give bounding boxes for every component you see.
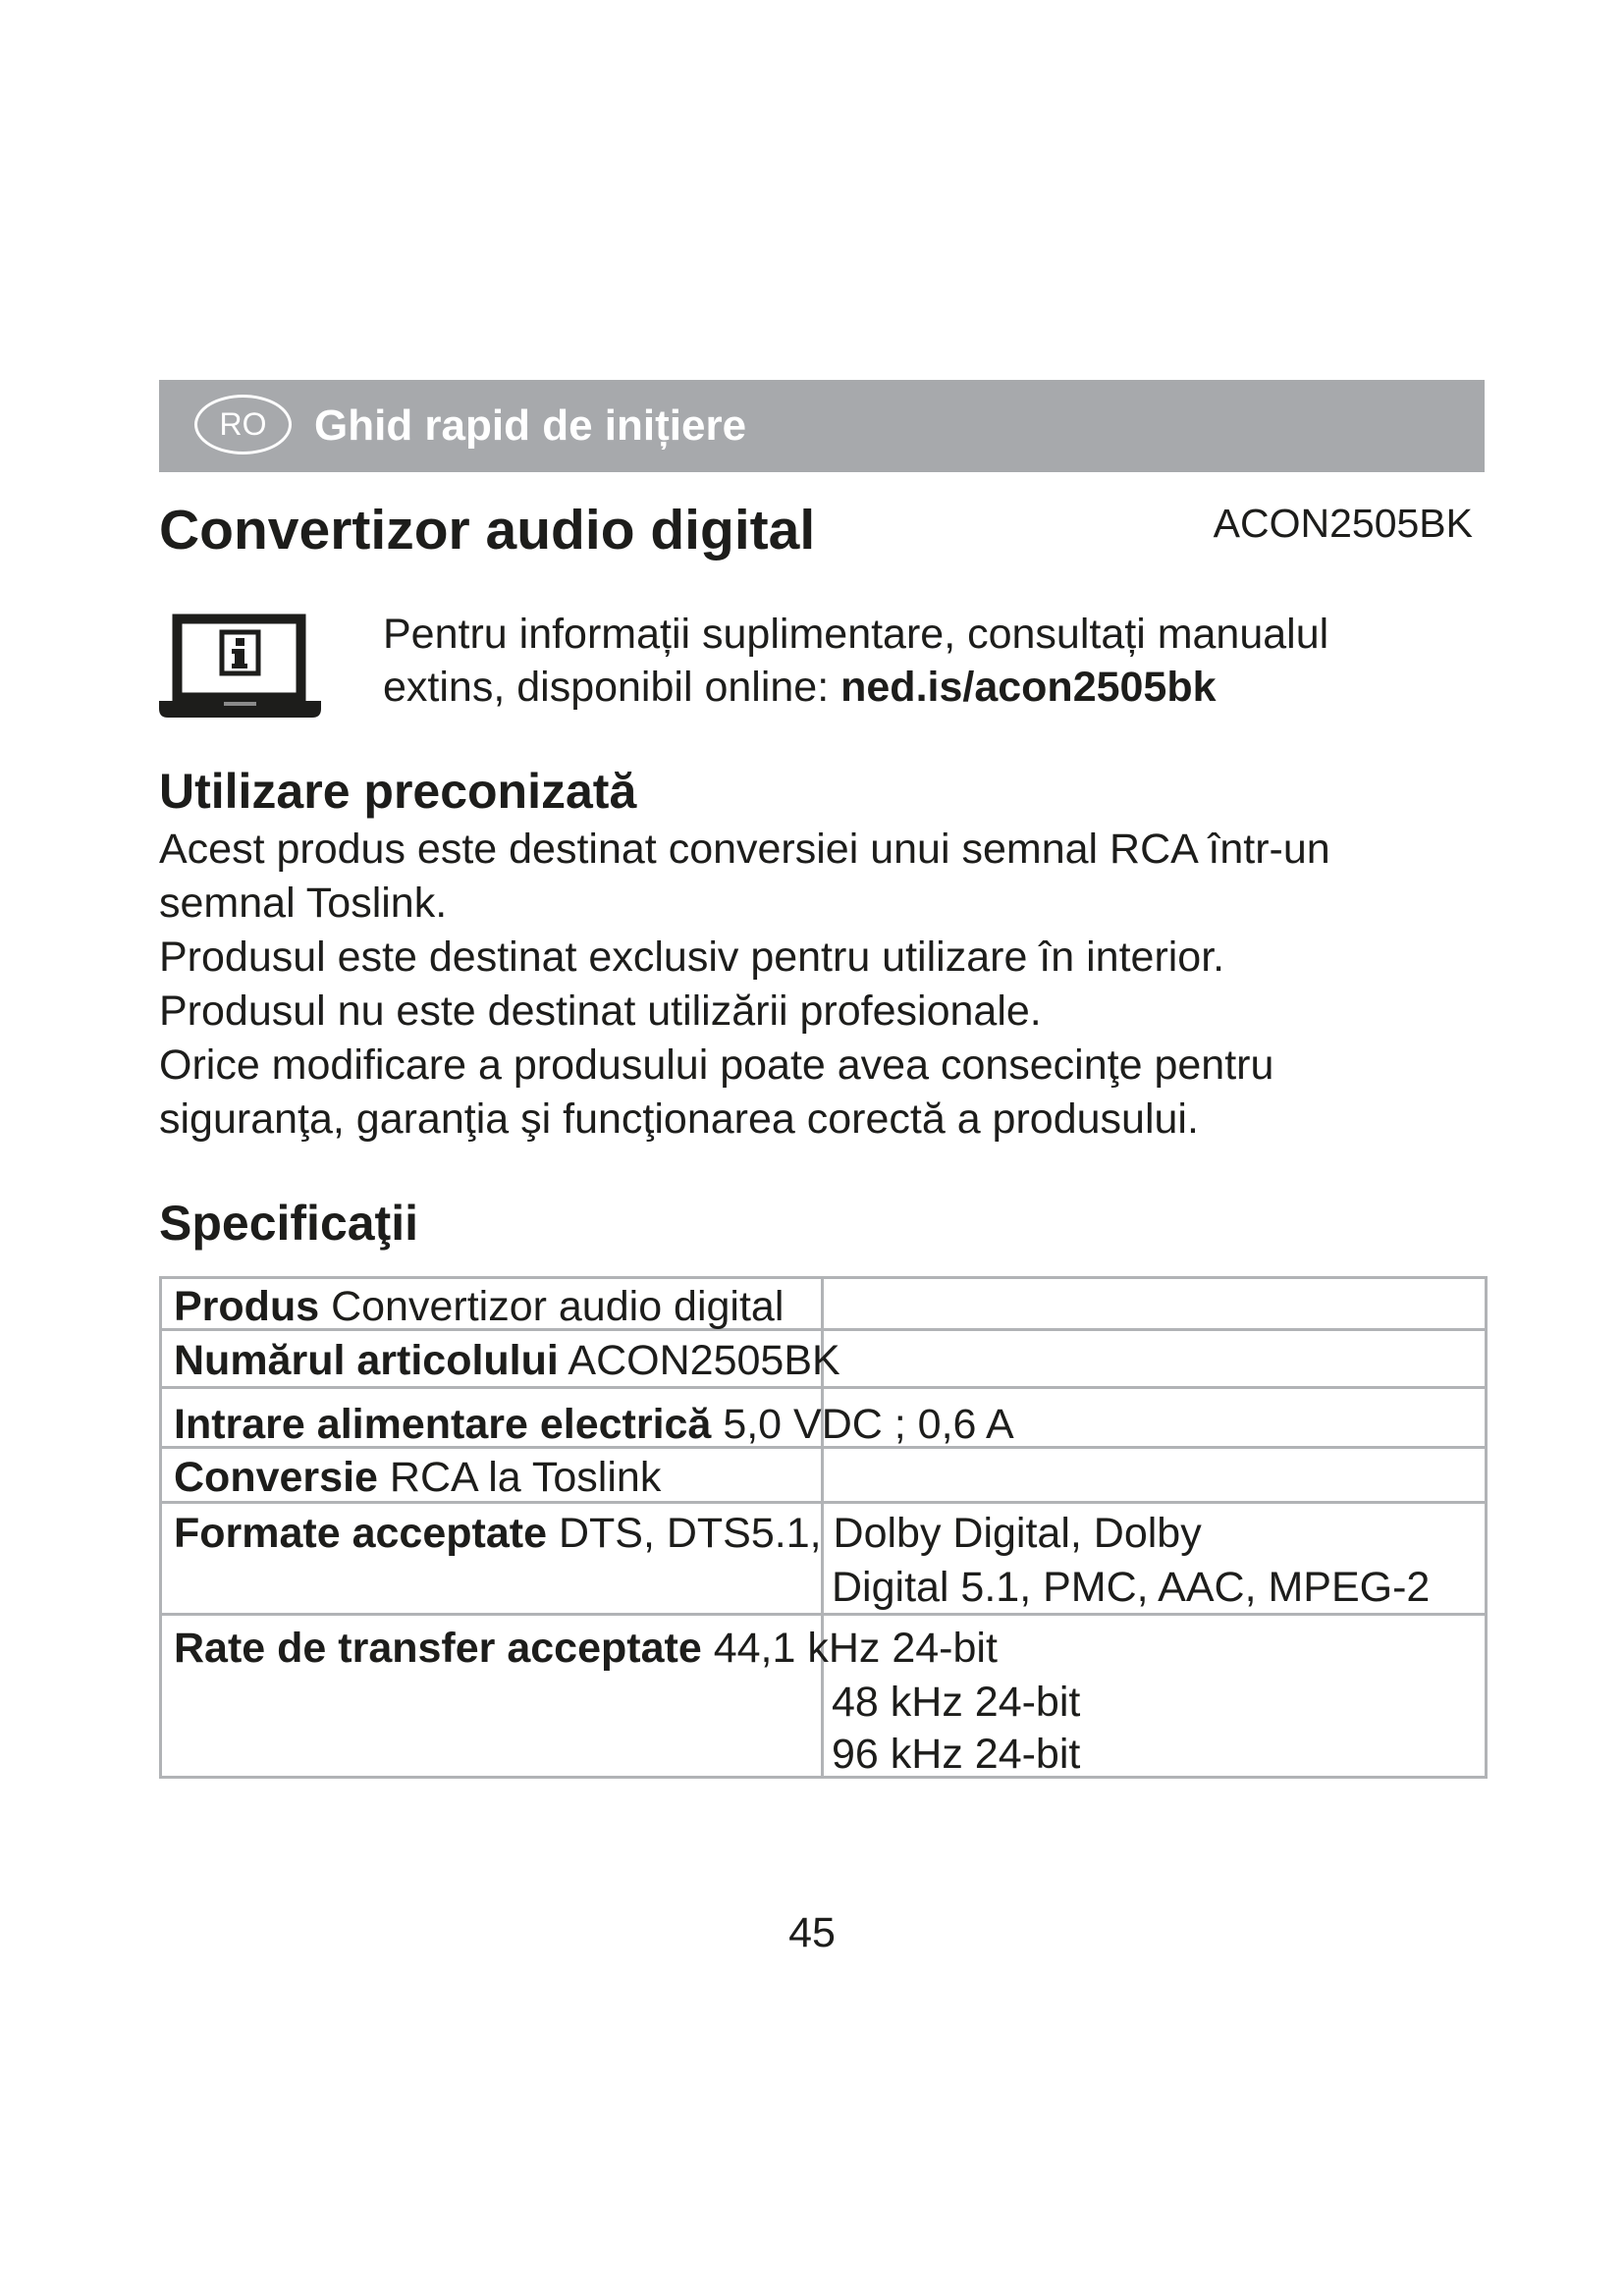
intended-use-line: Acest produs este destinat conversiei unui semnal RCA într-un <box>159 826 1330 873</box>
spec-value: 44,1 kHz 24-bit <box>713 1625 998 1672</box>
spec-row <box>174 1451 661 1504</box>
specifications-heading: Specificaţii <box>159 1196 418 1251</box>
spec-value: Convertizor audio digital <box>331 1283 785 1330</box>
info-text-line-1: Pentru informații suplimentare, consultați manualul <box>383 611 1329 658</box>
product-title: Convertizor audio digital <box>159 499 816 561</box>
spec-value: RCA la Toslink <box>389 1454 662 1501</box>
spec-label: Intrare alimentare electrică <box>174 1401 712 1448</box>
spec-value-continuation: 48 kHz 24-bit <box>832 1679 1081 1726</box>
spec-row <box>174 1507 1202 1560</box>
info-dot <box>236 638 244 646</box>
spec-label: Produs <box>174 1283 320 1330</box>
laptop-info-icon <box>159 611 321 719</box>
spec-row <box>174 1280 784 1333</box>
spec-value: DTS, DTS5.1, Dolby Digital, Dolby <box>558 1510 1202 1557</box>
model-number: ACON2505BK <box>1213 501 1473 546</box>
spec-label: Numărul articolului <box>174 1337 559 1384</box>
spec-value-continuation: Digital 5.1, PMC, AAC, MPEG-2 <box>832 1564 1431 1611</box>
intended-use-line: Orice modificare a produsului poate avea consecinţe pentru <box>159 1041 1274 1089</box>
intended-use-line: siguranţa, garanţia şi funcţionarea corectă a produsului. <box>159 1095 1199 1143</box>
info-text-prefix: extins, disponibil online: <box>383 664 830 711</box>
spec-value: ACON2505BK <box>568 1337 840 1384</box>
spec-value-continuation: 96 kHz 24-bit <box>832 1731 1081 1778</box>
spec-label: Formate acceptate <box>174 1510 547 1557</box>
spec-row <box>174 1398 1014 1451</box>
info-text-line-2 <box>383 661 1217 714</box>
language-badge: RO <box>194 395 292 454</box>
laptop-notch <box>224 702 256 706</box>
spec-row <box>174 1334 840 1387</box>
spec-value: 5,0 VDC ; 0,6 A <box>723 1401 1014 1448</box>
intended-use-heading: Utilizare preconizată <box>159 764 637 819</box>
spec-label: Rate de transfer acceptate <box>174 1625 702 1672</box>
page-number: 45 <box>788 1909 836 1956</box>
spec-row <box>174 1622 998 1675</box>
quick-start-banner <box>159 380 1485 472</box>
banner-title: Ghid rapid de inițiere <box>314 401 747 450</box>
manual-link: ned.is/acon2505bk <box>840 664 1217 711</box>
intended-use-line: Produsul nu este destinat utilizării profesionale. <box>159 988 1042 1035</box>
intended-use-line: Produsul este destinat exclusiv pentru utilizare în interior. <box>159 934 1225 981</box>
intended-use-line: semnal Toslink. <box>159 880 448 927</box>
spec-label: Conversie <box>174 1454 378 1501</box>
